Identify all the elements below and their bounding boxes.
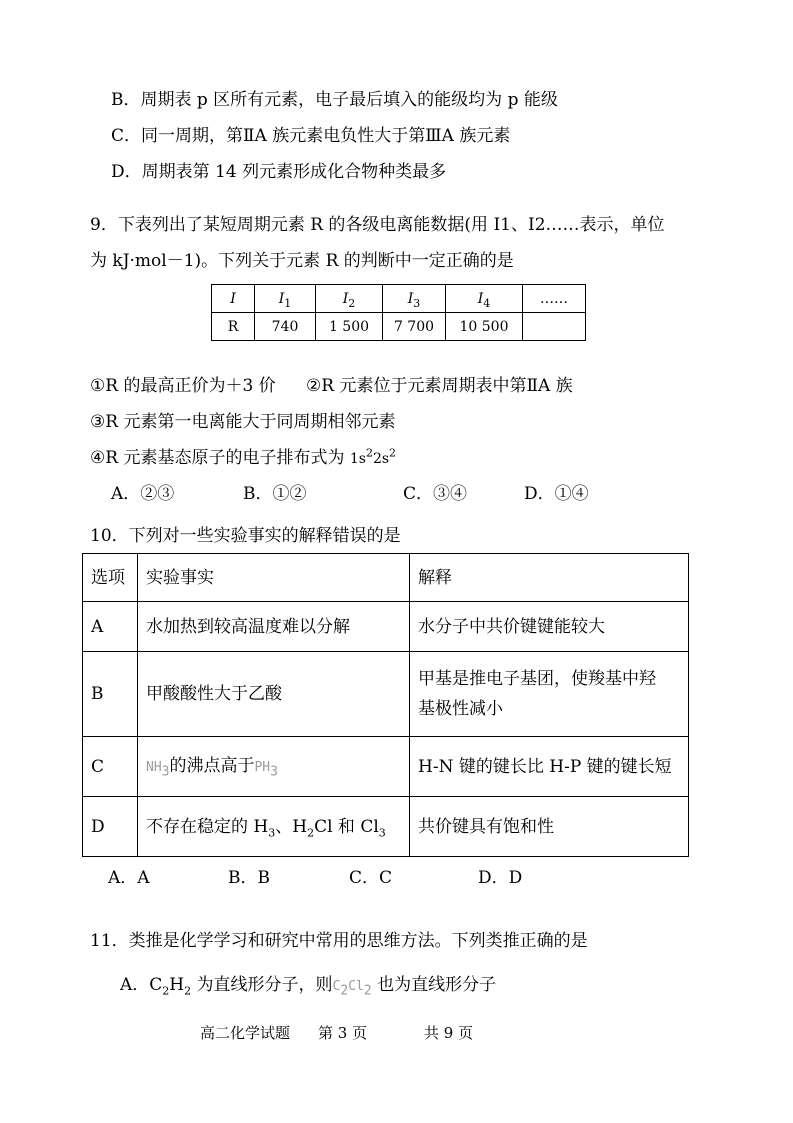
table-row — [83, 737, 689, 797]
table-cell: A — [83, 602, 138, 652]
q8-option-d: D．周期表第 14 列元素形成化合物种类最多 — [111, 162, 447, 182]
table-cell: D — [83, 797, 138, 857]
table-row — [83, 797, 689, 857]
table-row — [212, 313, 586, 341]
table-header-cell: 解释 — [410, 554, 689, 602]
table-cell: R — [212, 313, 255, 341]
table-cell — [523, 313, 586, 341]
table-header-cell: $I_3$ — [383, 285, 446, 313]
table-cell: B — [83, 652, 138, 737]
table-cell: 甲基是推电子基团，使羧基中羟 基极性减小 — [410, 652, 689, 737]
table-cell: 共价键具有饱和性 — [410, 797, 689, 857]
table-cell: 水加热到较高温度难以分解 — [138, 602, 410, 652]
table-row — [83, 652, 689, 737]
experiment-table — [82, 553, 689, 857]
table-header-cell: 实验事实 — [138, 554, 410, 602]
q10-option-d: D．D — [478, 868, 523, 888]
q9-statement-1: ①R 的最高正价为＋3 价 — [90, 376, 276, 396]
table-cell: $NH_3$的沸点高于$PH_3$ — [138, 737, 410, 797]
table-header-cell: I — [212, 285, 255, 313]
q9-option-a: A．②③ — [111, 484, 175, 504]
table-header-cell: $I_1$ — [255, 285, 316, 313]
footer-total-pages: 共 9 页 — [424, 1024, 474, 1042]
ionization-energy-table — [211, 284, 586, 341]
table-cell: 10 500 — [446, 313, 523, 341]
table-row — [83, 554, 689, 602]
table-cell: 7 700 — [383, 313, 446, 341]
q9-statement-2: ②R 元素位于元素周期表中第ⅡA 族 — [306, 376, 573, 396]
table-row — [212, 285, 586, 313]
q10-stem: 10．下列对一些实验事实的解释错误的是 — [90, 526, 401, 546]
table-cell: 水分子中共价键键能较大 — [410, 602, 689, 652]
table-row — [83, 602, 689, 652]
table-header-cell: $I_4$ — [446, 285, 523, 313]
q9-stem-line2: 为 kJ·mol－1)。下列关于元素 R 的判断中一定正确的是 — [90, 251, 514, 271]
table-cell: 甲酸酸性大于乙酸 — [138, 652, 410, 737]
q10-option-a: A．A — [108, 868, 150, 888]
table-cell: 不存在稳定的 $H_3$、$H_2Cl$ 和 $Cl_3$ — [138, 797, 410, 857]
table-cell: 740 — [255, 313, 316, 341]
table-cell: H-N 键的键长比 H-P 键的键长短 — [410, 737, 689, 797]
footer-subject: 高二化学试题 — [200, 1024, 291, 1042]
q9-statement-4: ④R 元素基态原子的电子排布式为 $1s^22s^2$ — [90, 446, 397, 468]
footer-page-number: 第 3 页 — [318, 1024, 368, 1042]
q11-stem: 11．类推是化学学习和研究中常用的思维方法。下列类推正确的是 — [90, 931, 588, 951]
q9-option-b: B．①② — [243, 484, 307, 504]
q8-option-c: C．同一周期，第ⅡA 族元素电负性大于第ⅢA 族元素 — [111, 126, 511, 146]
table-header-cell: 选项 — [83, 554, 138, 602]
q9-stem-line1: 9．下表列出了某短周期元素 R 的各级电离能数据(用 I1、I2……表示，单位 — [90, 215, 665, 235]
q9-option-c: C．③④ — [403, 484, 468, 504]
table-header-cell: $I_2$ — [316, 285, 383, 313]
table-header-cell: …… — [523, 285, 586, 313]
table-cell: 1 500 — [316, 313, 383, 341]
q9-option-d: D．①④ — [524, 484, 589, 504]
table-cell: C — [83, 737, 138, 797]
q10-option-c: C．C — [349, 868, 393, 888]
q8-option-b: B．周期表 p 区所有元素，电子最后填入的能级均为 p 能级 — [111, 90, 558, 110]
q10-option-b: B．B — [228, 868, 270, 888]
q9-statement-3: ③R 元素第一电离能大于同周期相邻元素 — [90, 412, 396, 432]
q11-option-a: A．$C_2H_2$ 为直线形分子，则$C_2Cl_2$ 也为直线形分子 — [120, 975, 497, 999]
